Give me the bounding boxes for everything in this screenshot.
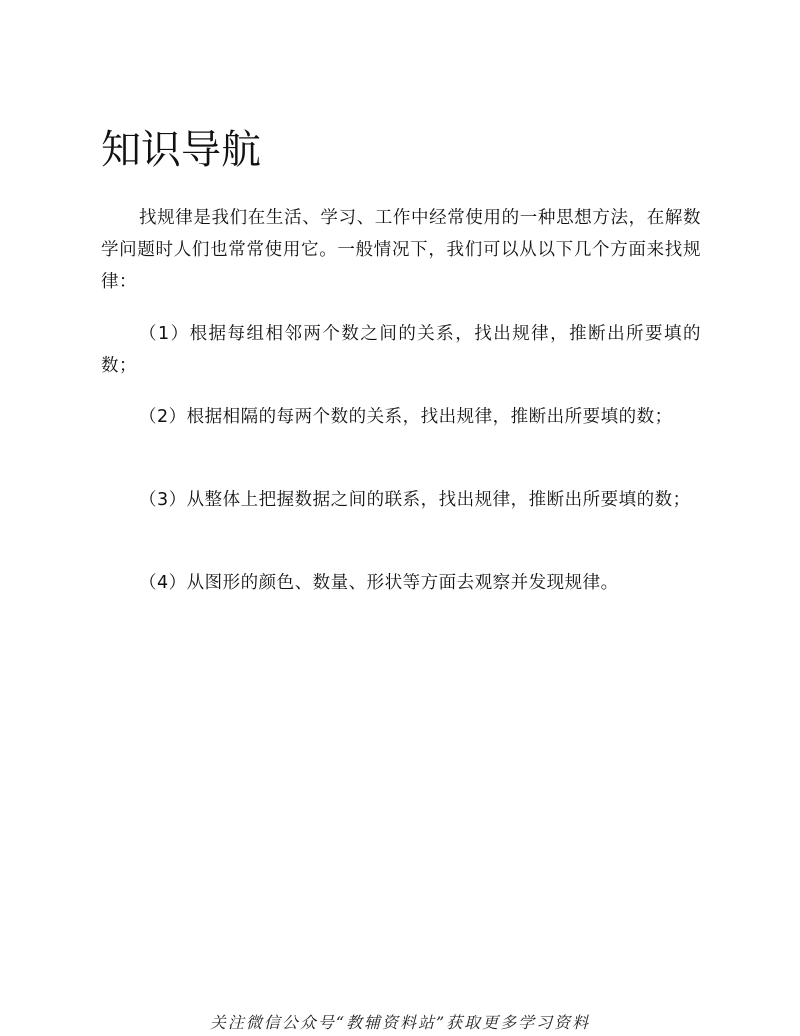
- page-title: 知识导航: [101, 127, 261, 173]
- method-item-3: （3）从整体上把握数据之间的联系，找出规律，推断出所要填的数；: [139, 490, 691, 510]
- method-item-2: （2）根据相隔的每两个数的关系，找出规律，推断出所要填的数；: [139, 407, 673, 427]
- intro-paragraph: 找规律是我们在生活、学习、工作中经常使用的一种思想方法，在解数学问题时人们也常常使用它。一般情况下，我们可以从以下几个方面来找规律：: [101, 208, 701, 292]
- method-item-1: （1）根据每组相邻两个数之间的关系，找出规律，推断出所要填的数；: [101, 324, 701, 376]
- footer-note: 关注微信公众号“教辅资料站”获取更多学习资料: [209, 1013, 591, 1032]
- method-item-4: （4）从图形的颜色、数量、形状等方面去观察并发现规律。: [139, 573, 619, 593]
